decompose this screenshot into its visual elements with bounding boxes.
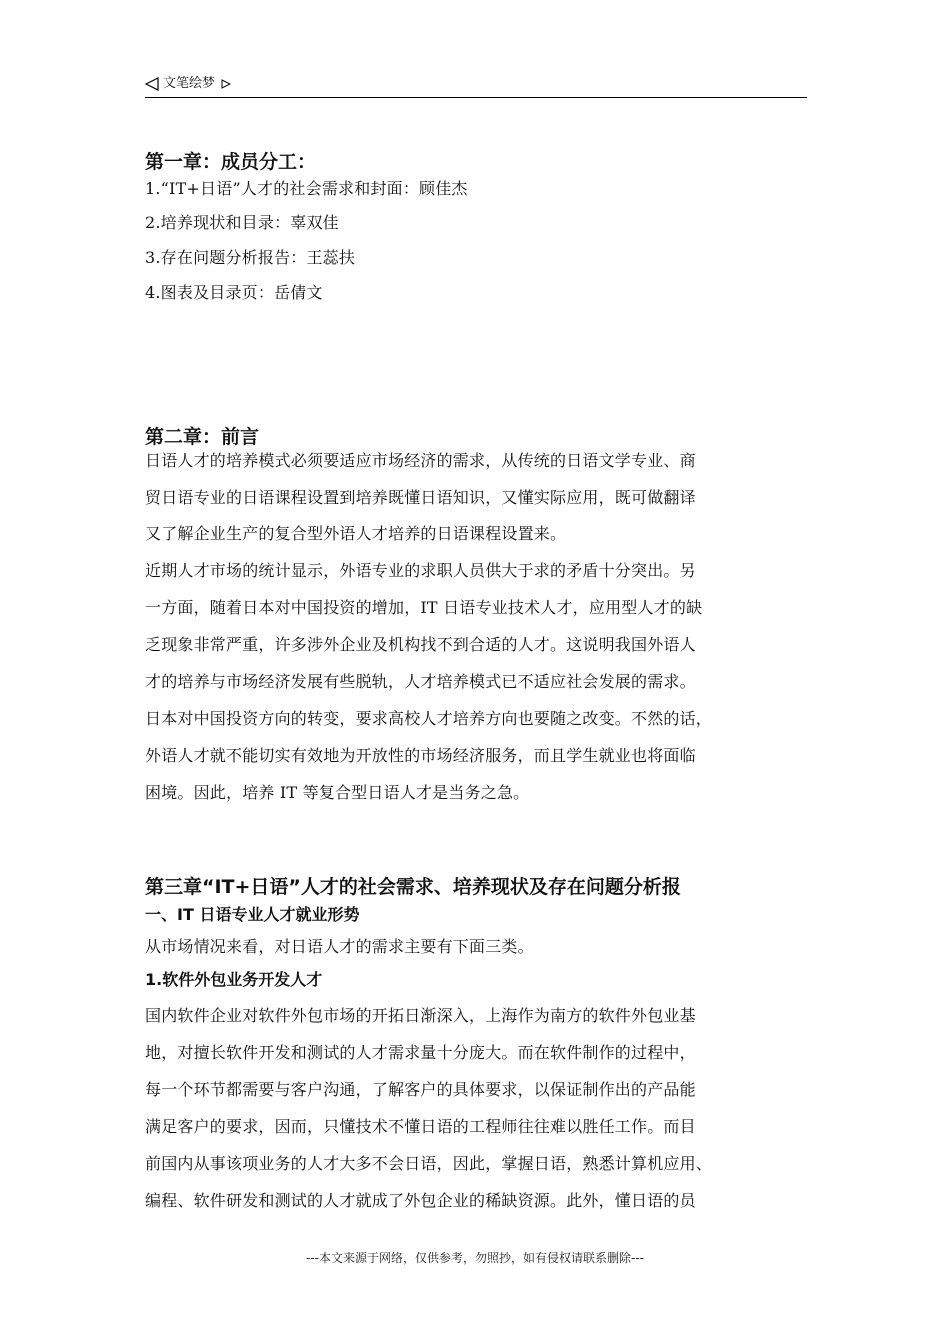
chapter3-line: 地，对擅长软件开发和测试的人才需求量十分庞大。而在软件制作的过程中， — [145, 1043, 696, 1062]
chapter3-line: 前国内从事该项业务的人才大多不会日语，因此，掌握日语，熟悉计算机应用、 — [145, 1154, 713, 1173]
chapter2-line: 日语人才的培养模式必须要适应市场经济的需求，从传统的日语文学专业、商 — [145, 451, 696, 470]
chapter3-line: 满足客户的要求，因而，只懂技术不懂日语的工程师往往难以胜任工作。而目 — [145, 1117, 696, 1136]
chapter2-line: 又了解企业生产的复合型外语人才培养的日语课程设置来。 — [145, 524, 567, 543]
chapter2-line: 才的培养与市场经济发展有些脱轨，人才培养模式已不适应社会发展的需求。 — [145, 672, 696, 691]
chapter2-line: 近期人才市场的统计显示，外语专业的求职人员供大于求的矛盾十分突出。另 — [145, 561, 696, 580]
chapter3-heading: 第三章“IT+日语”人才的社会需求、培养现状及存在问题分析报 — [145, 876, 681, 898]
chapter2-line: 日本对中国投资方向的转变，要求高校人才培养方向也要随之改变。不然的话， — [145, 709, 713, 728]
chapter2-line: 贸日语专业的日语课程设置到培养既懂日语知识，又懂实际应用，既可做翻译 — [145, 488, 696, 507]
chapter3-line: 国内软件企业对软件外包市场的开拓日渐深入，上海作为南方的软件外包业基 — [145, 1006, 696, 1025]
page-header — [145, 73, 807, 98]
header-title: 文笔绘梦 — [163, 76, 216, 91]
chapter1-item: 1.“IT+日语”人才的社会需求和封面：顾佳杰 — [145, 179, 468, 198]
chapter3-intro: 从市场情况来看，对日语人才的需求主要有下面三类。 — [145, 937, 534, 956]
chapter3-line: 每一个环节都需要与客户沟通，了解客户的具体要求，以保证制作出的产品能 — [145, 1080, 696, 1099]
chapter3-line: 编程、软件研发和测试的人才就成了外包企业的稀缺资源。此外，懂日语的员 — [145, 1191, 696, 1210]
right-triangle-icon — [221, 79, 231, 89]
left-triangle-icon — [145, 77, 159, 91]
chapter1-item: 3.存在问题分析报告：王蕊扶 — [145, 248, 356, 267]
chapter2-line: 一方面，随着日本对中国投资的增加，IT 日语专业技术人才，应用型人才的缺 — [145, 598, 703, 617]
chapter3-subsection-title: 1.软件外包业务开发人才 — [145, 970, 323, 989]
chapter2-line: 乏现象非常严重，许多涉外企业及机构找不到合适的人才。这说明我国外语人 — [145, 635, 696, 654]
chapter2-line: 困境。因此，培养 IT 等复合型日语人才是当务之急。 — [145, 783, 530, 802]
chapter1-item: 4.图表及目录页：岳倩文 — [145, 283, 323, 302]
chapter2-line: 外语人才就不能切实有效地为开放性的市场经济服务，而且学生就业也将面临 — [145, 746, 696, 765]
chapter3-section-title: 一、IT 日语专业人才就业形势 — [145, 905, 360, 924]
chapter1-item: 2.培养现状和目录：辜双佳 — [145, 213, 339, 232]
page-footer: ---本文来源于网络，仅供参考，勿照抄，如有侵权请联系删除--- — [306, 1251, 644, 1265]
chapter2-heading: 第二章：前言 — [145, 426, 260, 448]
chapter1-heading: 第一章：成员分工： — [145, 151, 317, 173]
